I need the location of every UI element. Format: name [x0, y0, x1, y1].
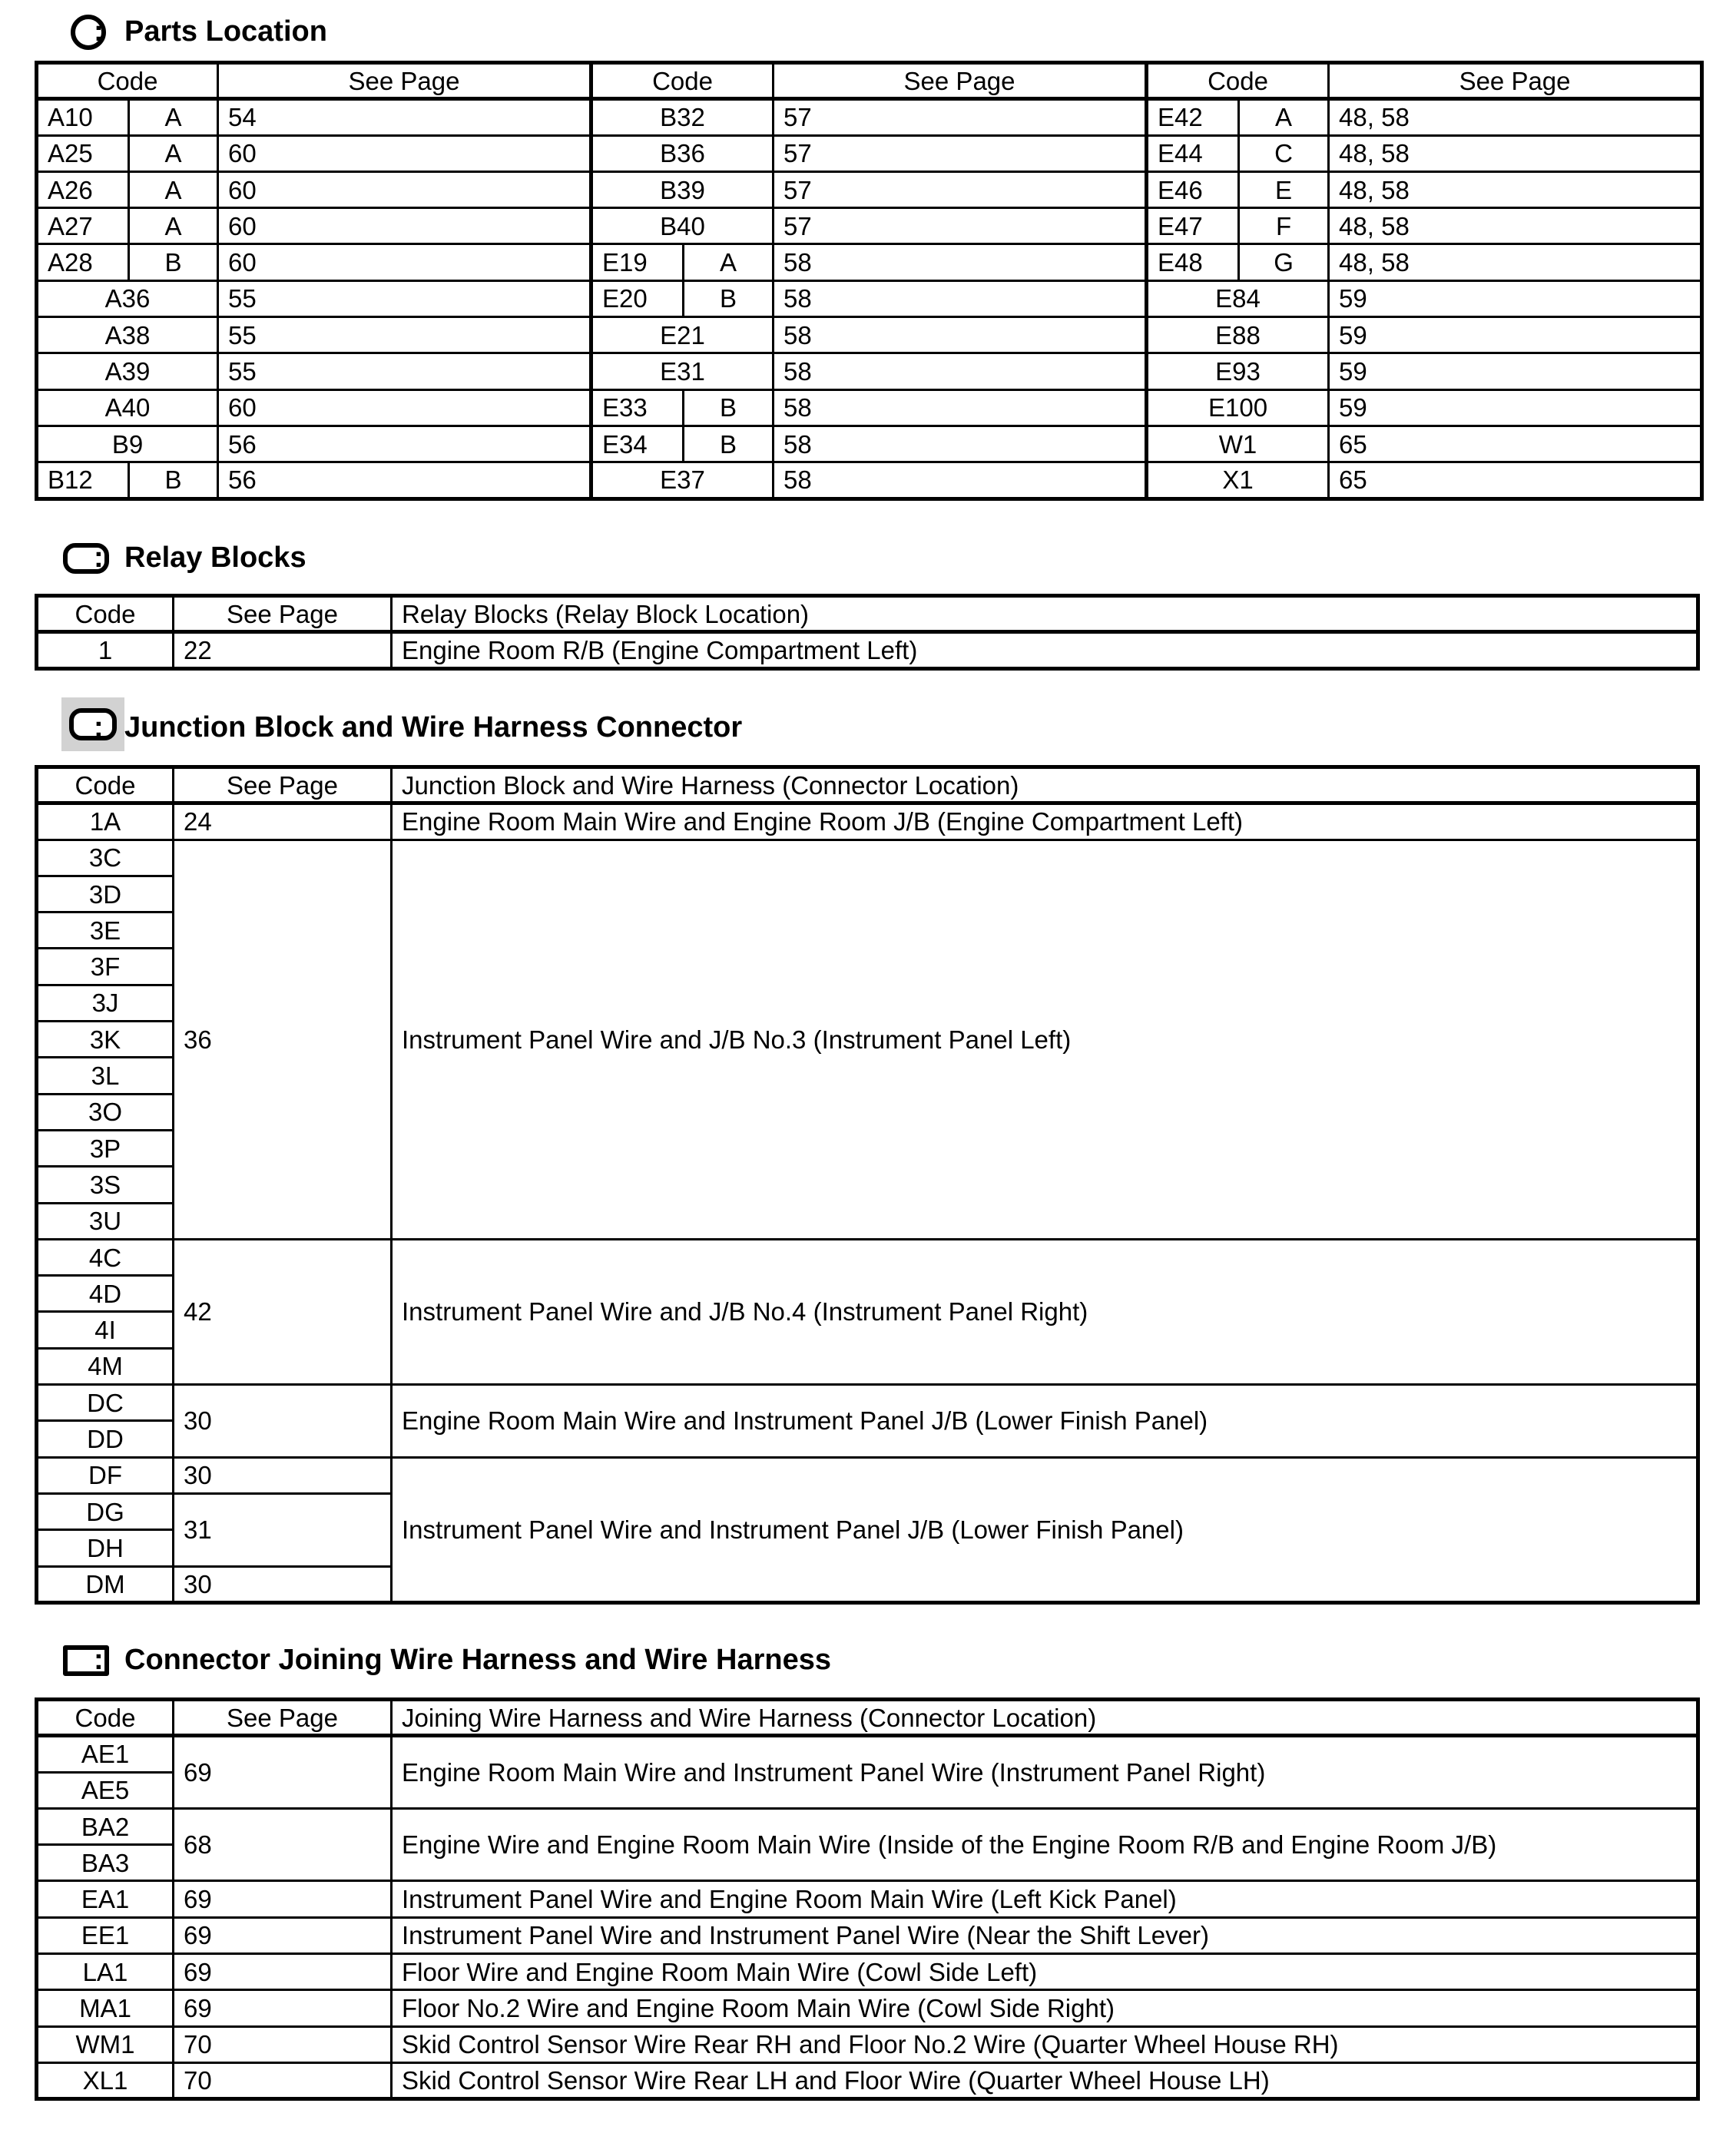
part-code-cell: A36	[37, 280, 218, 316]
part-code-cell: E33	[591, 389, 684, 426]
connector-location-cell: Instrument Panel Wire and Instrument Panel Wire (Near the Shift Lever)	[392, 1917, 1698, 1953]
part-sub-code-cell: A	[129, 135, 218, 171]
header-code: Code	[37, 596, 174, 632]
part-page-cell: 59	[1329, 389, 1702, 426]
table-row	[37, 1881, 1698, 1917]
relay-page-cell: 22	[174, 632, 392, 668]
part-sub-code-cell: C	[1239, 135, 1329, 171]
part-code-cell: A39	[37, 353, 218, 389]
part-code-cell: B9	[37, 426, 218, 462]
header-see-page: See Page	[174, 596, 392, 632]
header-code: Code	[37, 1700, 174, 1736]
table-row	[37, 2026, 1698, 2062]
connector-page-cell: 69	[174, 1736, 392, 1809]
connector-location-cell: Engine Room Main Wire and Engine Room J/B (Engine Compartment Left)	[392, 803, 1698, 840]
table-row	[37, 244, 1702, 280]
part-page-cell: 59	[1329, 280, 1702, 316]
part-sub-code-cell: A	[129, 99, 218, 135]
part-page-cell: 59	[1329, 317, 1702, 353]
part-page-cell: 58	[774, 462, 1147, 498]
connector-joining-table	[35, 1697, 1700, 2101]
header-location: Junction Block and Wire Harness (Connector Location)	[392, 767, 1698, 803]
part-page-cell: 55	[218, 317, 591, 353]
connector-location-cell: Instrument Panel Wire and J/B No.3 (Instrument Panel Left)	[392, 840, 1698, 1239]
part-page-cell: 48, 58	[1329, 244, 1702, 280]
part-page-cell: 55	[218, 353, 591, 389]
connector-page-cell: 70	[174, 2026, 392, 2062]
part-sub-code-cell: A	[129, 171, 218, 207]
header-see-page: See Page	[774, 63, 1147, 99]
connector-page-cell: 30	[174, 1457, 392, 1493]
part-page-cell: 58	[774, 389, 1147, 426]
part-sub-code-cell: G	[1239, 244, 1329, 280]
part-page-cell: 58	[774, 353, 1147, 389]
relay-code-cell: 1	[37, 632, 174, 668]
connector-page-cell: 24	[174, 803, 392, 840]
junction-block-table	[35, 765, 1700, 1605]
part-page-cell: 60	[218, 171, 591, 207]
header-see-page: See Page	[1329, 63, 1702, 99]
table-header-row	[37, 767, 1698, 803]
table-header-row	[37, 1700, 1698, 1736]
table-row	[37, 1954, 1698, 1990]
part-code-cell: E47	[1147, 208, 1239, 244]
connector-code-cell: 4D	[37, 1276, 174, 1312]
part-page-cell: 48, 58	[1329, 135, 1702, 171]
part-code-cell: B12	[37, 462, 129, 498]
table-row	[37, 353, 1702, 389]
part-page-cell: 48, 58	[1329, 99, 1702, 135]
table-row	[37, 317, 1702, 353]
table-row	[37, 389, 1702, 426]
part-code-cell: E37	[591, 462, 774, 498]
connector-code-cell: 3L	[37, 1058, 174, 1094]
connector-code-cell: EA1	[37, 1881, 174, 1917]
connector-location-cell: Instrument Panel Wire and Instrument Panel J/B (Lower Finish Panel)	[392, 1457, 1698, 1602]
connector-code-cell: BA2	[37, 1808, 174, 1844]
table-row	[37, 171, 1702, 207]
part-code-cell: B36	[591, 135, 774, 171]
connector-code-cell: BA3	[37, 1845, 174, 1881]
connector-code-cell: 3U	[37, 1203, 174, 1239]
connector-page-cell: 30	[174, 1566, 392, 1602]
part-sub-code-cell: E	[1239, 171, 1329, 207]
part-code-cell: E93	[1147, 353, 1329, 389]
connector-location-cell: Engine Wire and Engine Room Main Wire (Inside of the Engine Room R/B and Engine Room J/B)	[392, 1808, 1698, 1881]
table-row	[37, 135, 1702, 171]
header-code: Code	[591, 63, 774, 99]
relay-location-cell: Engine Room R/B (Engine Compartment Left)	[392, 632, 1698, 668]
table-row	[37, 426, 1702, 462]
part-sub-code-cell: B	[684, 280, 774, 316]
connector-code-cell: MA1	[37, 1990, 174, 2026]
part-code-cell: E21	[591, 317, 774, 353]
connector-page-cell: 69	[174, 1954, 392, 1990]
connector-joining-title: Connector Joining Wire Harness and Wire Harness	[124, 1644, 831, 1676]
part-code-cell: E44	[1147, 135, 1239, 171]
table-header-row	[37, 63, 1702, 99]
connector-page-cell: 42	[174, 1239, 392, 1384]
header-see-page: See Page	[174, 767, 392, 803]
part-page-cell: 59	[1329, 353, 1702, 389]
part-code-cell: E88	[1147, 317, 1329, 353]
part-code-cell: W1	[1147, 426, 1329, 462]
connector-page-cell: 36	[174, 840, 392, 1239]
table-row	[37, 1385, 1698, 1421]
part-page-cell: 48, 58	[1329, 208, 1702, 244]
header-code: Code	[37, 767, 174, 803]
part-page-cell: 56	[218, 462, 591, 498]
connector-location-cell: Instrument Panel Wire and J/B No.4 (Instrument Panel Right)	[392, 1239, 1698, 1384]
connector-location-cell: Skid Control Sensor Wire Rear LH and Floor Wire (Quarter Wheel House LH)	[392, 2062, 1698, 2098]
connector-location-cell: Skid Control Sensor Wire Rear RH and Floor No.2 Wire (Quarter Wheel House RH)	[392, 2026, 1698, 2062]
part-sub-code-cell: B	[684, 426, 774, 462]
part-page-cell: 60	[218, 389, 591, 426]
table-row	[37, 803, 1698, 840]
part-code-cell: E31	[591, 353, 774, 389]
part-page-cell: 57	[774, 171, 1147, 207]
connector-page-cell: 69	[174, 1917, 392, 1953]
table-row	[37, 208, 1702, 244]
part-code-cell: B32	[591, 99, 774, 135]
part-code-cell: B39	[591, 171, 774, 207]
part-sub-code-cell: B	[129, 244, 218, 280]
part-code-cell: A27	[37, 208, 129, 244]
connector-code-cell: 3O	[37, 1094, 174, 1130]
table-row	[37, 840, 1698, 876]
part-code-cell: A10	[37, 99, 129, 135]
connector-code-cell: DM	[37, 1566, 174, 1602]
part-code-cell: A40	[37, 389, 218, 426]
part-page-cell: 55	[218, 280, 591, 316]
header-code: Code	[1147, 63, 1329, 99]
connector-code-cell: 3C	[37, 840, 174, 876]
connector-code-cell: DH	[37, 1530, 174, 1566]
connector-code-cell: DF	[37, 1457, 174, 1493]
connector-code-cell: DG	[37, 1493, 174, 1529]
table-row	[37, 1457, 1698, 1493]
part-code-cell: E34	[591, 426, 684, 462]
table-row	[37, 1736, 1698, 1772]
table-row	[37, 1917, 1698, 1953]
connector-code-cell: 4C	[37, 1239, 174, 1275]
connector-page-cell: 70	[174, 2062, 392, 2098]
junction-block-heading	[61, 701, 124, 747]
part-page-cell: 65	[1329, 426, 1702, 462]
connector-page-cell: 30	[174, 1385, 392, 1458]
section-colon: :	[94, 1644, 104, 1676]
shaded-rounded-rect-icon	[61, 697, 124, 751]
part-page-cell: 57	[774, 99, 1147, 135]
part-sub-code-cell: B	[684, 389, 774, 426]
connector-code-cell: 3E	[37, 912, 174, 949]
connector-code-cell: 3J	[37, 985, 174, 1021]
part-code-cell: X1	[1147, 462, 1329, 498]
junction-block-title: Junction Block and Wire Harness Connector	[124, 711, 743, 744]
section-colon: :	[94, 15, 104, 48]
connector-code-cell: WM1	[37, 2026, 174, 2062]
connector-page-cell: 31	[174, 1493, 392, 1566]
connector-code-cell: AE5	[37, 1772, 174, 1808]
header-see-page: See Page	[174, 1700, 392, 1736]
table-row	[37, 1808, 1698, 1844]
connector-code-cell: EE1	[37, 1917, 174, 1953]
header-location: Relay Blocks (Relay Block Location)	[392, 596, 1698, 632]
part-code-cell: B40	[591, 208, 774, 244]
connector-code-cell: 4M	[37, 1348, 174, 1384]
part-code-cell: E20	[591, 280, 684, 316]
part-page-cell: 60	[218, 244, 591, 280]
part-page-cell: 48, 58	[1329, 171, 1702, 207]
part-page-cell: 58	[774, 244, 1147, 280]
header-location: Joining Wire Harness and Wire Harness (Connector Location)	[392, 1700, 1698, 1736]
section-colon: :	[94, 542, 104, 574]
part-page-cell: 58	[774, 426, 1147, 462]
connector-code-cell: 3P	[37, 1130, 174, 1166]
connector-code-cell: LA1	[37, 1954, 174, 1990]
part-code-cell: A26	[37, 171, 129, 207]
part-page-cell: 57	[774, 208, 1147, 244]
parts-location-title: Parts Location	[124, 15, 327, 48]
table-row	[37, 280, 1702, 316]
table-row	[37, 1239, 1698, 1275]
relay-blocks-title: Relay Blocks	[124, 542, 306, 574]
parts-location-table	[35, 61, 1704, 501]
connector-page-cell: 69	[174, 1990, 392, 2026]
connector-code-cell: AE1	[37, 1736, 174, 1772]
part-code-cell: A38	[37, 317, 218, 353]
table-header-row	[37, 596, 1698, 632]
connector-location-cell: Instrument Panel Wire and Engine Room Main Wire (Left Kick Panel)	[392, 1881, 1698, 1917]
header-see-page: See Page	[218, 63, 591, 99]
connector-code-cell: 3K	[37, 1022, 174, 1058]
part-code-cell: E46	[1147, 171, 1239, 207]
part-sub-code-cell: A	[1239, 99, 1329, 135]
connector-location-cell: Floor Wire and Engine Room Main Wire (Cowl Side Left)	[392, 1954, 1698, 1990]
part-code-cell: E48	[1147, 244, 1239, 280]
part-code-cell: E100	[1147, 389, 1329, 426]
part-code-cell: A28	[37, 244, 129, 280]
relay-blocks-table	[35, 594, 1700, 671]
connector-code-cell: XL1	[37, 2062, 174, 2098]
table-row	[37, 632, 1698, 668]
part-page-cell: 54	[218, 99, 591, 135]
connector-code-cell: 3S	[37, 1167, 174, 1203]
table-row	[37, 1990, 1698, 2026]
connector-page-cell: 69	[174, 1881, 392, 1917]
part-sub-code-cell: A	[684, 244, 774, 280]
header-code: Code	[37, 63, 218, 99]
connector-code-cell: 1A	[37, 803, 174, 840]
part-sub-code-cell: A	[129, 208, 218, 244]
table-row	[37, 462, 1702, 498]
part-page-cell: 56	[218, 426, 591, 462]
connector-code-cell: DC	[37, 1385, 174, 1421]
part-code-cell: E84	[1147, 280, 1329, 316]
part-sub-code-cell: F	[1239, 208, 1329, 244]
part-code-cell: E19	[591, 244, 684, 280]
section-colon: :	[94, 711, 104, 744]
part-page-cell: 57	[774, 135, 1147, 171]
connector-code-cell: 4I	[37, 1312, 174, 1348]
part-code-cell: E42	[1147, 99, 1239, 135]
table-row	[37, 99, 1702, 135]
connector-location-cell: Floor No.2 Wire and Engine Room Main Wire (Cowl Side Right)	[392, 1990, 1698, 2026]
connector-code-cell: 3F	[37, 949, 174, 985]
part-page-cell: 60	[218, 135, 591, 171]
connector-page-cell: 68	[174, 1808, 392, 1881]
connector-location-cell: Engine Room Main Wire and Instrument Panel Wire (Instrument Panel Right)	[392, 1736, 1698, 1809]
part-sub-code-cell: B	[129, 462, 218, 498]
part-page-cell: 65	[1329, 462, 1702, 498]
part-code-cell: A25	[37, 135, 129, 171]
table-row	[37, 2062, 1698, 2098]
connector-location-cell: Engine Room Main Wire and Instrument Panel J/B (Lower Finish Panel)	[392, 1385, 1698, 1458]
connector-code-cell: 3D	[37, 876, 174, 912]
part-page-cell: 58	[774, 317, 1147, 353]
connector-code-cell: DD	[37, 1421, 174, 1457]
part-page-cell: 58	[774, 280, 1147, 316]
part-page-cell: 60	[218, 208, 591, 244]
